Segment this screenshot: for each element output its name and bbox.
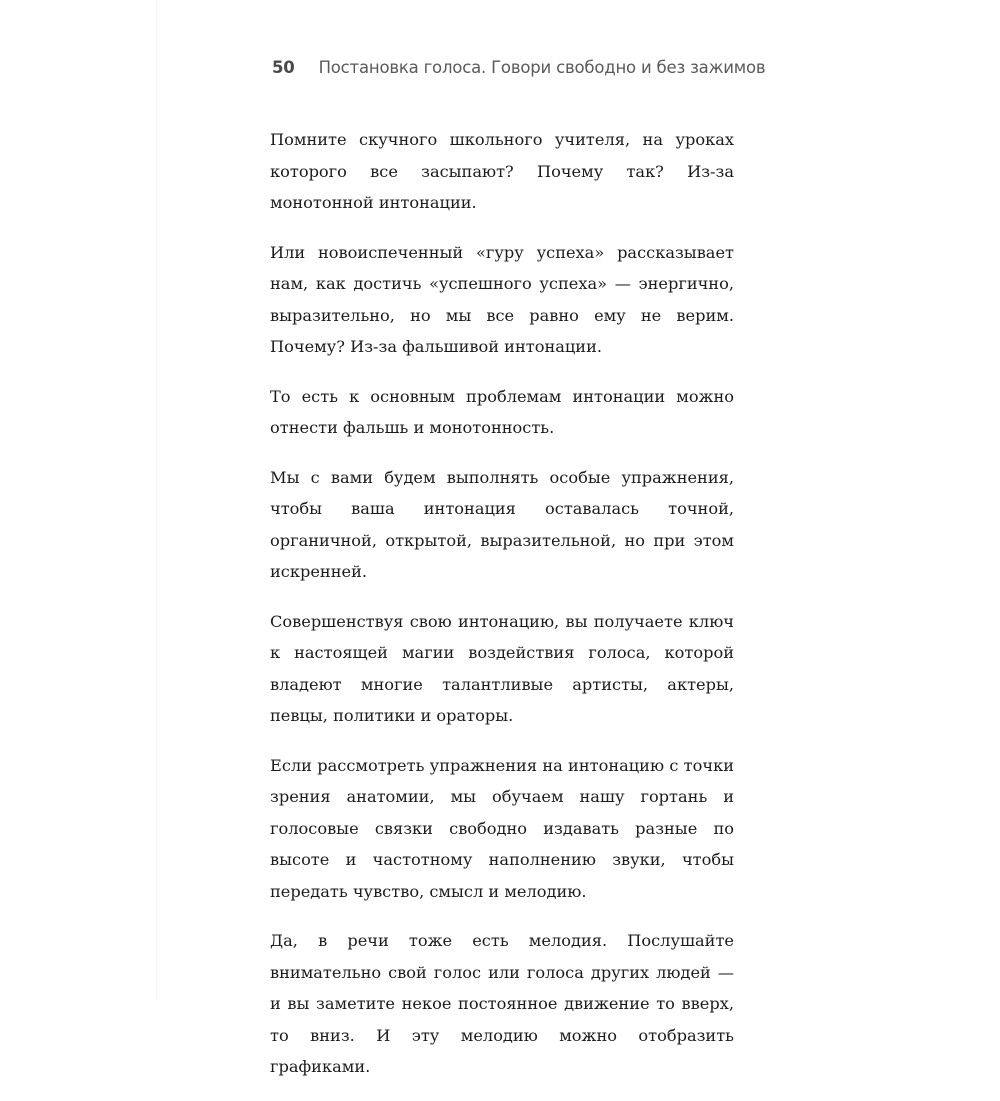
paragraph-4: Мы с вами будем выполнять особые упражнения, чтобы ваша интонация оставалась точной, органичной, открытой, выразительной, но при этом искренней. [270, 467, 734, 581]
paragraph-5: Совершенствуя свою интонацию, вы получаете ключ к настоящей магии воздействия голоса, которой владеют многие талантливые артисты, актеры, певцы, политики и ораторы. [270, 611, 734, 725]
book-title: Постановка голоса. Говори свободно и без зажимов [318, 58, 766, 77]
page-number: 50 [272, 58, 295, 77]
paragraph-1: Помните скучного школьного учителя, на уроках которого все засыпают? Почему так? Из-за монотонной интонации. [270, 130, 734, 212]
paragraph-6: Если рассмотреть упражнения на интонацию с точки зрения анатомии, мы обучаем нашу гортань и голосовые связки свободно издавать разные по высоте и частотному наполнению звуки, чтобы передать чувство, смысл и мелодию. [270, 755, 734, 901]
body-text [270, 124, 734, 1101]
paragraph-2: Или новоиспеченный «гуру успеха» рассказывает нам, как достичь «успешного успеха» — энергично, выразительно, но мы все равно ему не верим. Почему? Из-за фальшивой интонации. [270, 242, 734, 356]
paragraph-3: То есть к основным проблемам интонации можно отнести фальшь и монотонность. [270, 386, 734, 437]
running-head [272, 58, 766, 77]
paragraph-7: Да, в речи тоже есть мелодия. Послушайте внимательно свой голос или голоса других людей — и вы заметите некое постоянное движение то вверх, то вниз. И эту мелодию можно отобразить графиками. [270, 931, 734, 1076]
